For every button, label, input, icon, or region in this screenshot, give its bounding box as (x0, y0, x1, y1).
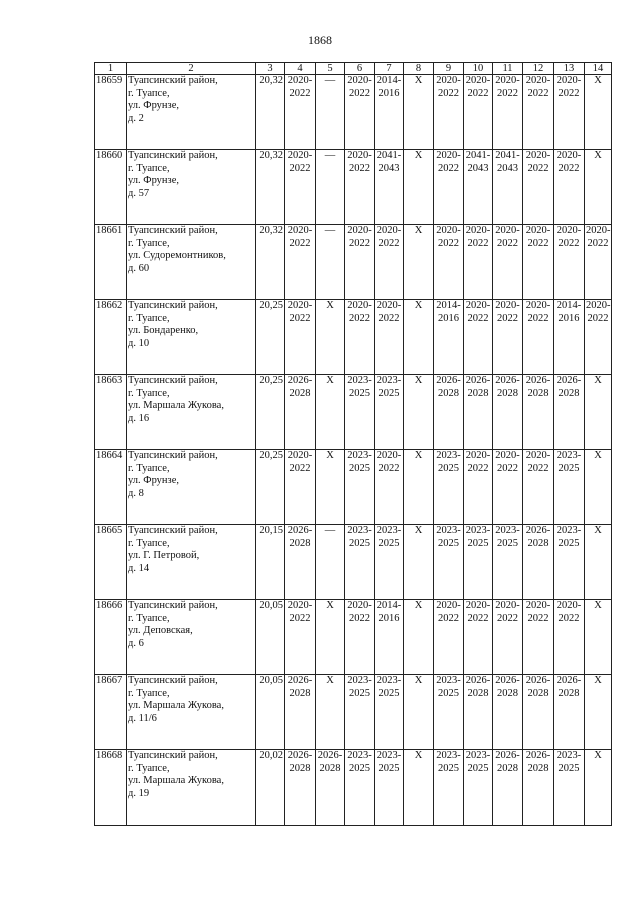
period-cell: 2020-2022 (523, 300, 554, 375)
period-cell: 2026-2028 (464, 675, 493, 750)
period-cell: 2023-2025 (434, 450, 464, 525)
period-cell: 2023-2025 (375, 675, 404, 750)
period-cell: 2026-2028 (493, 375, 523, 450)
address-line: Туапсинский район, (128, 525, 218, 536)
address-line: ул. Судоремонтников, (128, 250, 226, 261)
period-cell: 2020-2022 (464, 300, 493, 375)
address-line: Туапсинский район, (128, 750, 218, 761)
period-cell: X (585, 375, 612, 450)
period-cell: 2020-2022 (285, 225, 316, 300)
period-cell: 2020-2022 (493, 450, 523, 525)
row-number: 18665 (95, 525, 127, 600)
address-line: г. Туапсе, (128, 537, 170, 549)
address-cell (127, 150, 256, 225)
address-cell (127, 75, 256, 150)
period-cell: 2020-2022 (554, 600, 585, 675)
period-cell: 2020-2022 (493, 75, 523, 150)
period-cell: 2020-2022 (464, 450, 493, 525)
period-cell: X (404, 375, 434, 450)
period-cell: 2026-2028 (285, 525, 316, 600)
table-row (95, 75, 612, 150)
period-cell: 2020-2022 (434, 150, 464, 225)
period-cell: 2026-2028 (523, 750, 554, 826)
address-cell (127, 600, 256, 675)
period-cell: 2041-2043 (375, 150, 404, 225)
period-cell: 2026-2028 (493, 675, 523, 750)
period-cell: 2020-2022 (285, 300, 316, 375)
period-cell: 2023-2025 (554, 525, 585, 600)
area-value: 20,15 (256, 525, 285, 600)
period-cell: X (404, 450, 434, 525)
period-cell: X (585, 450, 612, 525)
address-line: Туапсинский район, (128, 150, 218, 161)
address-line: г. Туапсе, (128, 687, 170, 699)
column-header: 10 (464, 63, 493, 75)
period-cell: 2026-2028 (493, 750, 523, 826)
address-line: д. 6 (128, 637, 144, 649)
address-line: г. Туапсе, (128, 612, 170, 624)
address-cell (127, 300, 256, 375)
address-line: д. 8 (128, 487, 144, 499)
address-line: ул. Маршала Жукова, (128, 700, 224, 711)
address-line: д. 10 (128, 337, 150, 349)
period-cell: 2023-2025 (493, 525, 523, 600)
period-cell: 2023-2025 (375, 525, 404, 600)
table-row (95, 450, 612, 525)
period-cell: X (404, 600, 434, 675)
area-value: 20,25 (256, 375, 285, 450)
period-cell: X (585, 675, 612, 750)
address-line: ул. Фрунзе, (128, 100, 179, 111)
period-cell: — (316, 75, 345, 150)
period-cell: 2014-2016 (375, 75, 404, 150)
period-cell: — (316, 525, 345, 600)
column-header: 9 (434, 63, 464, 75)
column-header: 6 (345, 63, 375, 75)
period-cell: 2023-2025 (434, 675, 464, 750)
address-line: д. 16 (128, 412, 150, 424)
address-line: г. Туапсе, (128, 762, 170, 774)
column-header: 5 (316, 63, 345, 75)
table-row (95, 375, 612, 450)
address-line: г. Туапсе, (128, 162, 170, 174)
period-cell: 2014-2016 (434, 300, 464, 375)
address-cell (127, 525, 256, 600)
address-cell (127, 225, 256, 300)
period-cell: 2026-2028 (464, 375, 493, 450)
column-header: 1 (95, 63, 127, 75)
period-cell: 2014-2016 (554, 300, 585, 375)
table-row (95, 750, 612, 826)
address-line: ул. Г. Петровой, (128, 550, 200, 561)
row-number: 18661 (95, 225, 127, 300)
area-value: 20,32 (256, 75, 285, 150)
period-cell: 2026-2028 (285, 750, 316, 826)
period-cell: X (404, 225, 434, 300)
period-cell: 2020-2022 (375, 225, 404, 300)
period-cell: 2023-2025 (464, 750, 493, 826)
period-cell: 2020-2022 (285, 75, 316, 150)
period-cell: X (316, 450, 345, 525)
period-cell: 2020-2022 (345, 300, 375, 375)
period-cell: — (316, 150, 345, 225)
period-cell: 2023-2025 (345, 675, 375, 750)
address-line: д. 2 (128, 112, 144, 124)
area-value: 20,02 (256, 750, 285, 826)
column-header: 7 (375, 63, 404, 75)
period-cell: 2023-2025 (375, 750, 404, 826)
period-cell: X (316, 675, 345, 750)
period-cell: 2023-2025 (345, 375, 375, 450)
column-header: 14 (585, 63, 612, 75)
period-cell: 2020-2022 (523, 150, 554, 225)
period-cell: X (404, 75, 434, 150)
period-cell: 2020-2022 (345, 75, 375, 150)
period-cell: 2020-2022 (493, 600, 523, 675)
area-value: 20,25 (256, 300, 285, 375)
period-cell: 2020-2022 (523, 600, 554, 675)
area-value: 20,32 (256, 225, 285, 300)
period-cell: 2026-2028 (316, 750, 345, 826)
period-cell: 2023-2025 (434, 525, 464, 600)
period-cell: 2014-2016 (375, 600, 404, 675)
period-cell: 2023-2025 (434, 750, 464, 826)
period-cell: 2020-2022 (345, 600, 375, 675)
column-header: 11 (493, 63, 523, 75)
column-header: 2 (127, 63, 256, 75)
row-number: 18664 (95, 450, 127, 525)
column-header: 3 (256, 63, 285, 75)
period-cell: X (404, 300, 434, 375)
period-cell: 2020-2022 (464, 75, 493, 150)
address-line: Туапсинский район, (128, 450, 218, 461)
period-cell: 2020-2022 (464, 600, 493, 675)
period-cell: X (404, 525, 434, 600)
row-number: 18668 (95, 750, 127, 826)
column-header: 4 (285, 63, 316, 75)
period-cell: 2020-2022 (554, 225, 585, 300)
period-cell: X (404, 750, 434, 826)
address-line: ул. Бондаренко, (128, 325, 199, 336)
column-header: 13 (554, 63, 585, 75)
period-cell: 2026-2028 (434, 375, 464, 450)
address-cell (127, 375, 256, 450)
period-cell: 2020-2022 (493, 300, 523, 375)
period-cell: 2020-2022 (345, 225, 375, 300)
address-line: Туапсинский район, (128, 375, 218, 386)
period-cell: X (585, 75, 612, 150)
period-cell: 2020-2022 (493, 225, 523, 300)
period-cell: 2020-2022 (285, 450, 316, 525)
period-cell: X (404, 150, 434, 225)
row-number: 18663 (95, 375, 127, 450)
address-line: д. 14 (128, 562, 150, 574)
period-cell: 2023-2025 (345, 750, 375, 826)
address-cell (127, 750, 256, 826)
period-cell: 2041-2043 (493, 150, 523, 225)
address-line: Туапсинский район, (128, 75, 218, 86)
period-cell: 2020-2022 (554, 150, 585, 225)
period-cell: 2026-2028 (554, 675, 585, 750)
address-line: г. Туапсе, (128, 462, 170, 474)
period-cell: 2023-2025 (375, 375, 404, 450)
column-header: 12 (523, 63, 554, 75)
period-cell: 2020-2022 (585, 225, 612, 300)
address-cell (127, 675, 256, 750)
period-cell: X (585, 150, 612, 225)
address-line: Туапсинский район, (128, 675, 218, 686)
period-cell: X (585, 600, 612, 675)
area-value: 20,05 (256, 675, 285, 750)
address-line: г. Туапсе, (128, 87, 170, 99)
period-cell: X (316, 300, 345, 375)
address-line: Туапсинский район, (128, 600, 218, 611)
period-cell: 2023-2025 (345, 450, 375, 525)
period-cell: 2023-2025 (464, 525, 493, 600)
period-cell: 2026-2028 (523, 675, 554, 750)
period-cell: 2023-2025 (554, 750, 585, 826)
period-cell: 2020-2022 (434, 75, 464, 150)
table-row (95, 150, 612, 225)
table-row (95, 675, 612, 750)
period-cell: 2026-2028 (523, 525, 554, 600)
period-cell: 2020-2022 (523, 75, 554, 150)
address-line: Туапсинский район, (128, 300, 218, 311)
address-line: ул. Маршала Жукова, (128, 400, 224, 411)
table-row (95, 600, 612, 675)
table-header (95, 63, 612, 75)
area-value: 20,05 (256, 600, 285, 675)
housing-repair-table (94, 62, 612, 826)
address-line: ул. Фрунзе, (128, 475, 179, 486)
period-cell: X (585, 750, 612, 826)
address-line: д. 57 (128, 187, 150, 199)
period-cell: X (404, 675, 434, 750)
period-cell: 2020-2022 (523, 225, 554, 300)
period-cell: X (316, 375, 345, 450)
address-line: г. Туапсе, (128, 312, 170, 324)
table-body (95, 75, 612, 826)
period-cell: 2023-2025 (554, 450, 585, 525)
address-line: ул. Фрунзе, (128, 175, 179, 186)
table-row (95, 225, 612, 300)
address-line: г. Туапсе, (128, 387, 170, 399)
address-cell (127, 450, 256, 525)
period-cell: 2020-2022 (434, 225, 464, 300)
column-header: 8 (404, 63, 434, 75)
period-cell: X (585, 525, 612, 600)
period-cell: 2020-2022 (285, 150, 316, 225)
table-row (95, 525, 612, 600)
table-row (95, 300, 612, 375)
row-number: 18666 (95, 600, 127, 675)
period-cell: 2026-2028 (285, 375, 316, 450)
row-number: 18659 (95, 75, 127, 150)
row-number: 18660 (95, 150, 127, 225)
address-line: д. 60 (128, 262, 150, 274)
row-number: 18662 (95, 300, 127, 375)
period-cell: 2023-2025 (345, 525, 375, 600)
row-number: 18667 (95, 675, 127, 750)
address-line: г. Туапсе, (128, 237, 170, 249)
period-cell: 2020-2022 (585, 300, 612, 375)
area-value: 20,25 (256, 450, 285, 525)
period-cell: 2020-2022 (464, 225, 493, 300)
period-cell: 2041-2043 (464, 150, 493, 225)
period-cell: 2020-2022 (523, 450, 554, 525)
page-number: 1868 (308, 33, 332, 47)
period-cell: 2020-2022 (434, 600, 464, 675)
period-cell: 2026-2028 (554, 375, 585, 450)
address-line: д. 11/6 (128, 712, 157, 724)
period-cell: 2020-2022 (375, 450, 404, 525)
period-cell: 2026-2028 (523, 375, 554, 450)
period-cell: 2020-2022 (285, 600, 316, 675)
period-cell: — (316, 225, 345, 300)
address-line: ул. Маршала Жукова, (128, 775, 224, 786)
period-cell: 2020-2022 (375, 300, 404, 375)
address-line: д. 19 (128, 787, 150, 799)
address-line: Туапсинский район, (128, 225, 218, 236)
period-cell: X (316, 600, 345, 675)
period-cell: 2026-2028 (285, 675, 316, 750)
area-value: 20,32 (256, 150, 285, 225)
period-cell: 2020-2022 (554, 75, 585, 150)
period-cell: 2020-2022 (345, 150, 375, 225)
address-line: ул. Деповская, (128, 625, 193, 636)
